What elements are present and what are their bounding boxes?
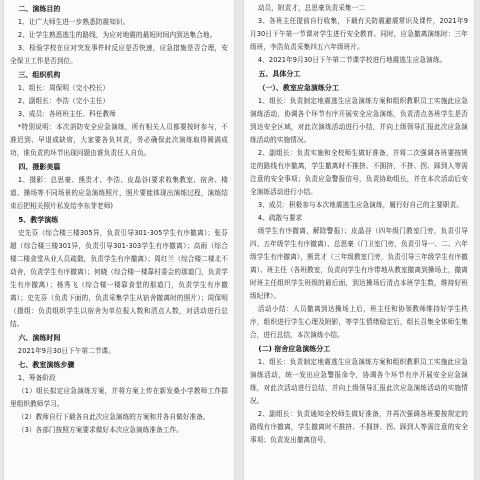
paragraph: 史先芬（综合楼三楼305异，负责引导301-305学生有序撤离）；张芬超（综合楼三楼301异，负责引导301-303学生有序撤离）；高雨（综合楼二楼食堂从业人员疏散，负责学生有序撤离）；周红兰（综合楼二楼北不动舍，负责学生有序撤离）；何晓（综合楼一楼靠村委会的那道门，负责学生有序撤离）；杨秀飞（综合楼一楼靠食堂的那道门，负责学生有序撤离）；史先芬（负责下面的，负责采集学生从宿舍撤离时的照片）；周保明（摄组：负责组织学生以宿舍为单位报人数和清点人数，对活动进行总结。 (10, 229, 228, 328)
left-document-page (4, 0, 234, 480)
paragraph: 1、组长：周保明（完小校长） (17, 84, 110, 92)
right-document-page (244, 0, 474, 480)
paragraph: 活动小结：人员撤离到达操场上后，班主任和协领教师维持好学生秩序，组织进行学生心理及附影，等学生情绪稳定后，组长召集全体师生集合，进行总结，本次演练小结。 (250, 305, 468, 339)
paragraph: 2021年9月30日下午第二节课。 (17, 347, 115, 355)
section-heading: 七、教室演练步骤 (18, 361, 75, 369)
section-heading: 三、组织机构 (18, 71, 61, 79)
paragraph: 1、筹备阶段 (17, 374, 56, 382)
paragraph: 4、疏散与要求 (257, 214, 303, 222)
section-heading: 5、教学演练 (18, 216, 59, 224)
section-heading: 六、演练时间 (18, 334, 61, 342)
paragraph: 2、副组长：李浩（完小主任） (17, 97, 110, 105)
paragraph: （2）教师自行下载各自此次应急演练的方案和并各自做好准备。 (17, 413, 210, 421)
paragraph: 1、让广大师生进一步熟悉防震知识。 (17, 18, 130, 26)
paragraph: 1、组长：负责制定地震逃生应急演练方案和组织教职员工实施此应急演练活动，协调各个环节有序开展安全应急演练，负责清点各班学生是否到达安全区域，对此次演练活动进行小结，并向上级领导汇报此次应急演练活动的实施情况。 (250, 97, 468, 144)
section-heading: 五、具体分工 (258, 70, 301, 78)
section-heading: (二) 宿舍应急演练分工 (258, 345, 331, 353)
paragraph: 3、成员：各班班主任、科任教师 (17, 110, 116, 118)
paragraph: 2、副组长：负责通知全校师生做好准备，并再次强调各班要按规定的路线有序撤离，学生撤离时不推挤、不拥挤、拐、踩到人等需注意的安全事项；负责发出撤离信号， (250, 410, 468, 444)
paragraph: （3）各部门按照方案要求做好本次应急演练准备工作。 (17, 426, 183, 434)
section-heading: 二、演练目的 (18, 5, 61, 13)
section-heading: 四、摄影美篇 (18, 163, 61, 171)
paragraph: 2、副组长：负责实施和全校师生做好准备，并将二次强调各班要按规定的路线有序撤离，学生撤离时不推挤、不拥挤，不挤、拐、踩到人等需注意的安全事项；负责应急警报信号，负责协助组长，并在本次活动后安全演练活动进行小结。 (250, 149, 468, 196)
paragraph: （1）组长拟定应急演练方案，并将方案上传在新发桑小学教师工作群里组织教师学习。 (10, 387, 228, 408)
paragraph: 3、各班主任提前自行收集，下载有关防震避震常识及课件，2021年9月30日下午第一节课对学生进行安全教育。同时，应急撤离演练时：三年级班，李浩负责采集四五六年级班片。 (250, 17, 468, 51)
paragraph: 动员，附责才，总思豪负责采集一二 (257, 4, 366, 12)
paragraph: *特别说明：本次消防安全应急演练，所有相关人员都要按时参与，不准迟到、早退或缺席，大家要各负其责，务必确保此次演练取得圆满成功，谁负责的环节出现问题由谁负责任人自负。 (10, 123, 228, 157)
section-heading: （一）、教室应急演练分工 (258, 84, 339, 92)
paragraph: 4、2021年9月30日下午第二节课学校进行地震逃生应急演练。 (257, 56, 447, 64)
paragraph: 1、摄影：总思豪、熊贵才、李浩、皮晶谷(要求收集教室、宿舍、楼道、操场等不同场景的应急演练照片，照片要能体现出演练过程，演练结束后把相关照片私发给李东芽老师) (10, 176, 228, 210)
paragraph: 级学生有序撤离，解除警报）；皮晶谷（四年级门教室门旁，负责引导四、五年级学生有序撤离）、总思豪（门卫室门旁，负责引导一、二、六年级学生有序撤离），熊贵才（三年级教室门旁，负责引导三年级学生有序撤离）、班主任（各班教室，负责向学生有序带地从教室撤离到操场上，撤离时班主任组织学生班级的最后面，到达操场后清点本班学生数，维持好班级纪律）。 (250, 227, 468, 300)
paragraph: 2、让学生熟悉逃生的路线，为应对地震的最短时间内到达集合地。 (17, 31, 217, 39)
paragraph: 3、成员：积极参与本次地震逃生应急演练，履行好自己的主要职责。 (257, 201, 464, 209)
paragraph: 3、检验学校在应对突发事件时反应是否快速，应急措施是否合理，安全保卫工作是否到位。 (10, 44, 228, 65)
left-page-content (4, 0, 234, 437)
paragraph: 1、组长：负责制定地震逃生应急演练方案和组织教职员工实施此应急演练活动，统一发出应急警报命令，协调各个环节有序开展安全应急演练，对此次活动进行总结，并向上级领导汇报此次应急演练活动的实施情况。 (250, 358, 468, 405)
right-page-content (244, 0, 474, 447)
